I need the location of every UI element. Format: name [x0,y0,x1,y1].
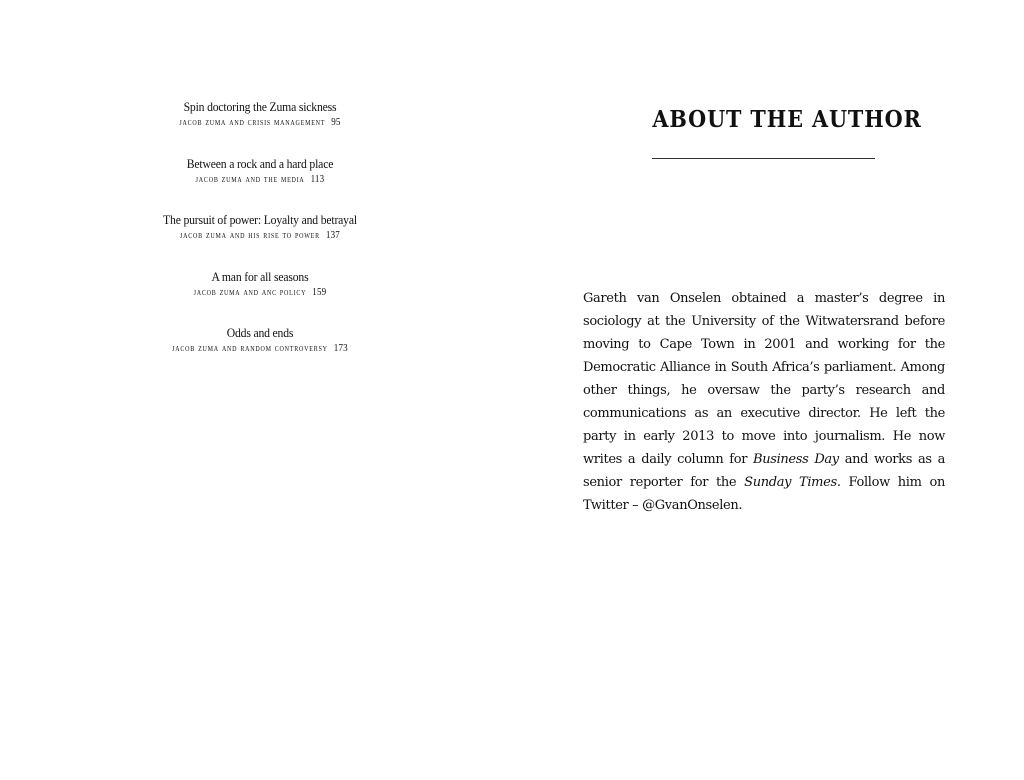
chapter-subtitle-text: jacob zuma and anc policy [193,286,307,298]
chapter-page-number: 159 [312,286,327,298]
chapter-subtitle-text: jacob zuma and the media [195,173,305,185]
chapter-title: The pursuit of power: Loyalty and betrayal [163,212,357,227]
bio-publication-business-day: Business Day [753,452,839,467]
about-author-heading: ABOUT THE AUTHOR [652,106,922,133]
chapter-title: A man for all seasons [211,268,309,284]
chapter-page-number: 137 [325,230,340,241]
chapter-subtitle [140,229,381,243]
chapter-subtitle [140,116,381,130]
chapter-page-number: 113 [310,173,325,185]
chapter-page-number: 95 [331,117,341,128]
contents-entry [120,267,400,324]
heading-divider [652,158,875,159]
chapter-subtitle-text: jacob zuma and random controversy [172,343,328,354]
contents-entry [120,210,400,267]
right-page [512,0,1024,780]
chapter-page-number: 173 [333,343,348,354]
chapter-subtitle-text: jacob zuma and his rise to power [180,230,320,241]
author-bio [583,287,945,517]
chapter-subtitle [140,173,381,187]
bio-text-part-2: and works as a senior reporter for the [583,452,945,490]
contents-entry [120,323,400,380]
chapter-subtitle-text: jacob zuma and crisis management [179,117,326,128]
chapter-subtitle [140,286,381,300]
contents-entry [120,97,400,154]
contents-entry [120,154,400,211]
bio-text-part-1: Gareth van Onselen obtained a master’s degree in sociology at the University of the Witwatersrand before moving to Cape Town in 2001 and working for the Democratic Alliance in South Africa’s parliament. Among other things, he oversaw the party’s research and communications as an executive director. He left the party in early 2013 to move into journalism. He now writes a daily column for [583,291,945,467]
chapter-title: Between a rock and a hard place [186,155,334,171]
chapter-title: Spin doctoring the Zuma sickness [183,99,337,114]
contents-list [120,97,400,380]
bio-text-part-3: . Follow him on Twitter – @GvanOnselen. [583,475,945,513]
chapter-subtitle [140,342,381,356]
chapter-title: Odds and ends [226,325,294,340]
bio-publication-sunday-times: Sunday Times [744,475,837,490]
